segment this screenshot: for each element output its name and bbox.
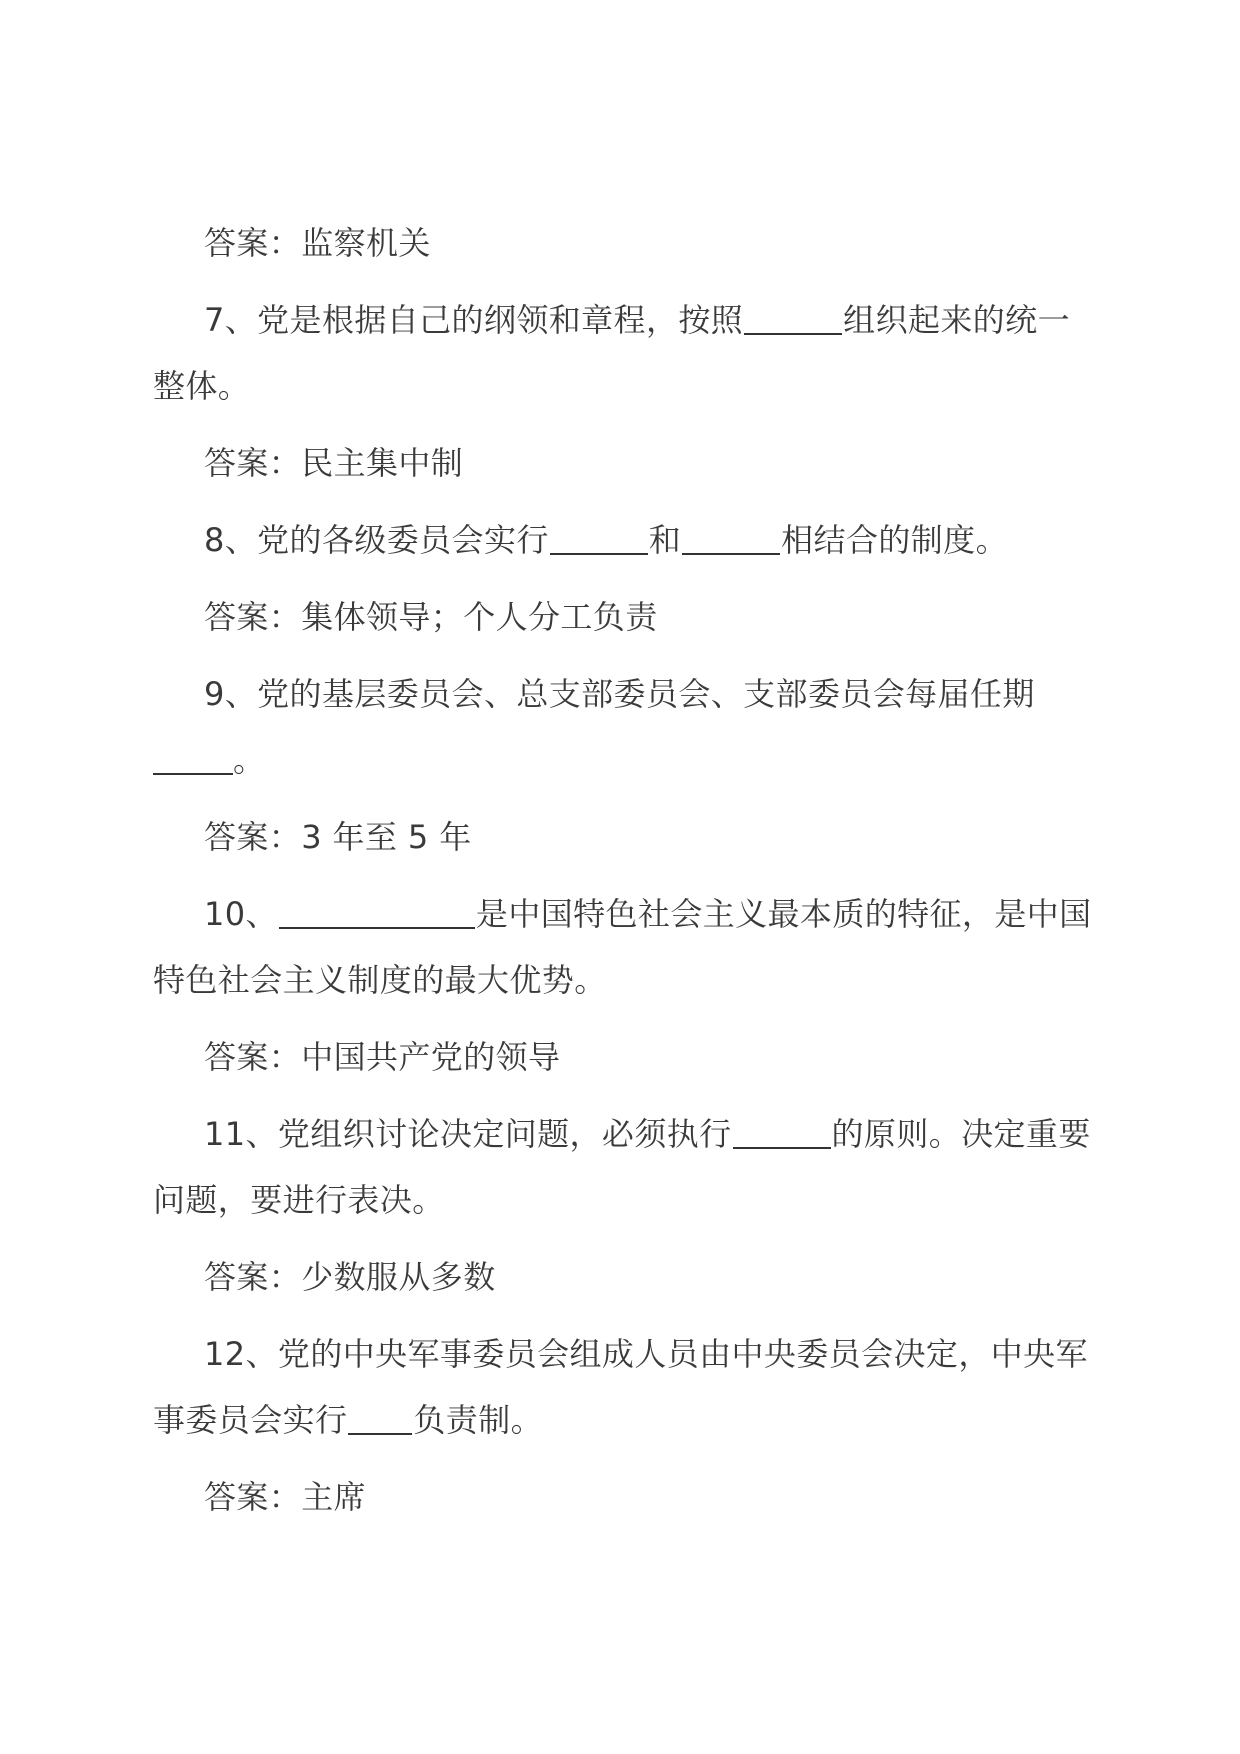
question-7-text-before: 7、党是根据自己的纲领和章程，按照	[204, 301, 744, 339]
question-10-blank	[279, 897, 475, 929]
answer-7: 答案：民主集中制	[204, 444, 464, 482]
answer-12: 答案：主席	[204, 1478, 367, 1516]
question-9	[153, 661, 1093, 793]
question-11-text-before: 11、党组织讨论决定问题，必须执行	[204, 1115, 732, 1153]
question-9-text-after: 。	[233, 741, 266, 779]
question-11-blank	[733, 1117, 831, 1149]
question-8-text-middle: 和	[648, 521, 682, 559]
question-10-text-before: 10、	[204, 895, 278, 933]
question-12	[153, 1321, 1093, 1453]
question-9-blank	[153, 743, 233, 775]
question-8-text-after: 相结合的制度。	[781, 521, 1008, 559]
answer-8: 答案：集体领导；个人分工负责	[204, 598, 658, 636]
answer-9: 答案：3 年至 5 年	[204, 818, 472, 856]
question-9-text-before: 9、党的基层委员会、总支部委员会、支部委员会每届任期	[204, 675, 1035, 713]
answer-10: 答案：中国共产党的领导	[204, 1038, 561, 1076]
question-7	[153, 287, 1093, 419]
question-10	[153, 881, 1093, 1013]
question-12-text-before: 12、党的中央军事委员会组成人员由中央委员会决定，中央军事委员会实行	[153, 1335, 1088, 1439]
document-body	[153, 210, 1093, 1541]
question-12-text-after: 负责制。	[413, 1401, 544, 1439]
question-7-blank	[744, 303, 842, 335]
question-11-text-after: 的原则。决定重要问题，要进行表决。	[153, 1115, 1091, 1219]
question-8-blank-2	[682, 523, 780, 555]
answer-11: 答案：少数服从多数	[204, 1258, 496, 1296]
question-8	[153, 507, 1093, 573]
question-8-text-before: 8、党的各级委员会实行	[204, 521, 549, 559]
question-11	[153, 1101, 1093, 1233]
answer-6: 答案：监察机关	[204, 224, 431, 262]
question-10-text-after: 是中国特色社会主义最本质的特征，是中国特色社会主义制度的最大优势。	[153, 895, 1092, 999]
question-7-text-after: 组织起来的统一整体。	[153, 301, 1070, 405]
question-12-blank	[348, 1403, 412, 1435]
question-8-blank-1	[550, 523, 648, 555]
